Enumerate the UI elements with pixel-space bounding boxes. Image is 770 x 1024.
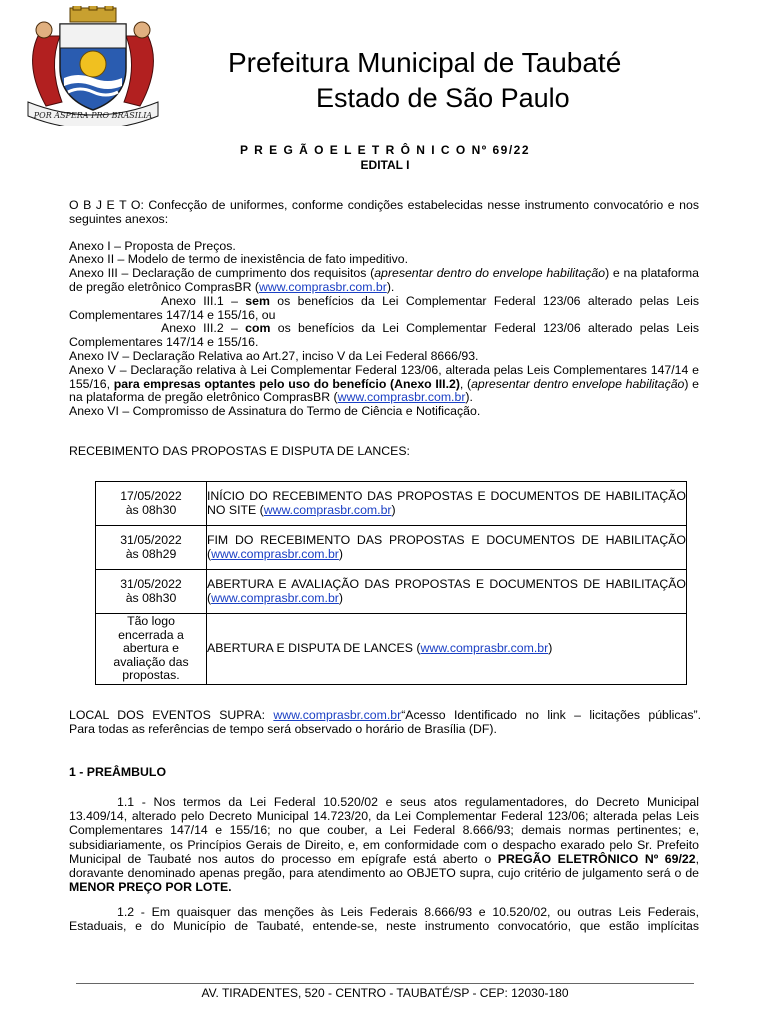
anexo-3-1: Anexo III.1 – sem os benefícios da Lei Complementar Federal 123/06 alterado pelas Leis Complementares 147/14 e 155/16, ou xyxy=(69,293,699,322)
pregao-heading: P R E G Ã O E L E T R Ô N I C O Nº 69/22 xyxy=(240,143,530,157)
schedule-date-cell: 31/05/2022 às 08h30 xyxy=(96,570,207,614)
paragraph-1-1: 1.1 - Nos termos da Lei Federal 10.520/02 e seus atos regulamentadores, do Decreto Municipal 13.409/14, alterado pelo Decreto Municipal 14.723/20, da Lei Complementar Federal 123/06; alterada pelas Leis Complementares 147/14 e 155/16; no que couber, a Lei Federal 8.666/93; demais normas pertinentes; e, subsidiariamente, os Princípios Gerais de Direito, e, em conformidade com o despacho exarado pelo Sr. Prefeito Municipal de Taubaté nos autos do processo em epígrafe está aberto o PREGÃO ELETRÔNICO Nº 69/22, doravante denominado apenas pregão, para atendimento ao OBJETO supra, cujo critério de julgamento será o de MENOR PREÇO POR LOTE. xyxy=(69,795,699,895)
anexo-6: Anexo VI – Compromisso de Assinatura do Termo de Ciência e Notificação. xyxy=(69,404,481,419)
comprasbr-link[interactable]: www.comprasbr.com.br xyxy=(337,390,466,405)
table-row xyxy=(96,482,687,526)
local-eventos: LOCAL DOS EVENTOS SUPRA: www.comprasbr.com.br“Acesso Identificado no link – licitações públicas”. Para todas as referências de tempo será observado o horário de Brasília (DF). xyxy=(69,708,701,736)
anexo-4: Anexo IV – Declaração Relativa ao Art.27, inciso V da Lei Federal 8666/93. xyxy=(69,348,479,363)
objeto-paragraph: O B J E T O: Confecção de uniformes, conforme condições estabelecidas nesse instrumento convocatório e nos seguintes anexos: xyxy=(69,198,699,226)
horario-note: Para todas as referências de tempo será observado o horário de Brasília (DF). xyxy=(69,722,497,736)
comprasbr-link[interactable]: www.comprasbr.com.br xyxy=(211,546,339,561)
table-row xyxy=(96,570,687,614)
schedule-event-cell: ABERTURA E DISPUTA DE LANCES (www.comprasbr.com.br) xyxy=(207,614,687,685)
anexo-3-2: Anexo III.2 – com os benefícios da Lei Complementar Federal 123/06 alterado pelas Leis Complementares 147/14 e 155/16. xyxy=(69,321,699,350)
annex-list xyxy=(69,199,699,459)
table-row xyxy=(96,526,687,570)
comprasbr-link[interactable]: www.comprasbr.com.br xyxy=(259,279,387,294)
page-subtitle: Estado de São Paulo xyxy=(316,83,570,113)
schedule-event-cell: INÍCIO DO RECEBIMENTO DAS PROPOSTAS E DOCUMENTOS DE HABILITAÇÃO NO SITE (www.comprasbr.com.br) xyxy=(207,482,687,526)
schedule-date-cell: 17/05/2022 às 08h30 xyxy=(96,482,207,526)
anexo-5: Anexo V – Declaração relativa à Lei Complementar Federal 123/06, alterada pelas Leis Complementares 147/14 e 155/16, para empresas optantes pelo uso do benefício (Anexo III.2), (apresentar dentro envelope habilitação) e na plataforma de pregão eletrônico ComprasBR (www.comprasbr.com.br). xyxy=(69,362,699,405)
comprasbr-link[interactable]: www.comprasbr.com.br xyxy=(420,641,549,656)
schedule-date-cell: Tão logo encerrada a abertura e avaliação das propostas. xyxy=(96,614,207,685)
recebimento-heading: RECEBIMENTO DAS PROPOSTAS E DISPUTA DE LANCES: xyxy=(69,443,410,458)
footer-address: AV. TIRADENTES, 520 - CENTRO - TAUBATÉ/SP - CEP: 12030-180 xyxy=(201,986,569,1000)
paragraph-1-2: 1.2 - Em quaisquer das menções às Leis Federais 8.666/93 e 10.520/02, ou outras Leis Federais, Estaduais, e do Município de Taubaté, entende-se, neste instrumento convocatório, que estão implícitas xyxy=(69,905,699,934)
schedule-event-cell: FIM DO RECEBIMENTO DAS PROPOSTAS E DOCUMENTOS DE HABILITAÇÃO (www.comprasbr.com.br) xyxy=(207,526,687,570)
comprasbr-link[interactable]: www.comprasbr.com.br xyxy=(273,708,402,722)
crest-motto: POR ASPERA PRO BRASILIA xyxy=(33,111,153,120)
section-heading: 1 - PREÂMBULO xyxy=(69,765,167,779)
coat-of-arms-logo xyxy=(18,6,168,126)
anexo-2: Anexo II – Modelo de termo de inexistência de fato impeditivo. xyxy=(69,252,409,267)
anexo-3: Anexo III – Declaração de cumprimento dos requisitos (apresentar dentro do envelope habilitação) e na plataforma de pregão eletrônico ComprasBR (www.comprasbr.com.br). xyxy=(69,266,699,294)
page-title: Prefeitura Municipal de Taubaté xyxy=(228,47,622,78)
comprasbr-link[interactable]: www.comprasbr.com.br xyxy=(263,502,392,517)
table-row xyxy=(96,614,687,685)
schedule-table xyxy=(95,481,687,685)
edital-heading: EDITAL I xyxy=(360,158,410,172)
comprasbr-link[interactable]: www.comprasbr.com.br xyxy=(211,590,339,605)
schedule-date-cell: 31/05/2022 às 08h29 xyxy=(96,526,207,570)
schedule-event-cell: ABERTURA E AVALIAÇÃO DAS PROPOSTAS E DOCUMENTOS DE HABILITAÇÃO (www.comprasbr.com.br) xyxy=(207,570,687,614)
anexo-1: Anexo I – Proposta de Preços. xyxy=(69,238,236,253)
footer-divider xyxy=(76,983,694,984)
